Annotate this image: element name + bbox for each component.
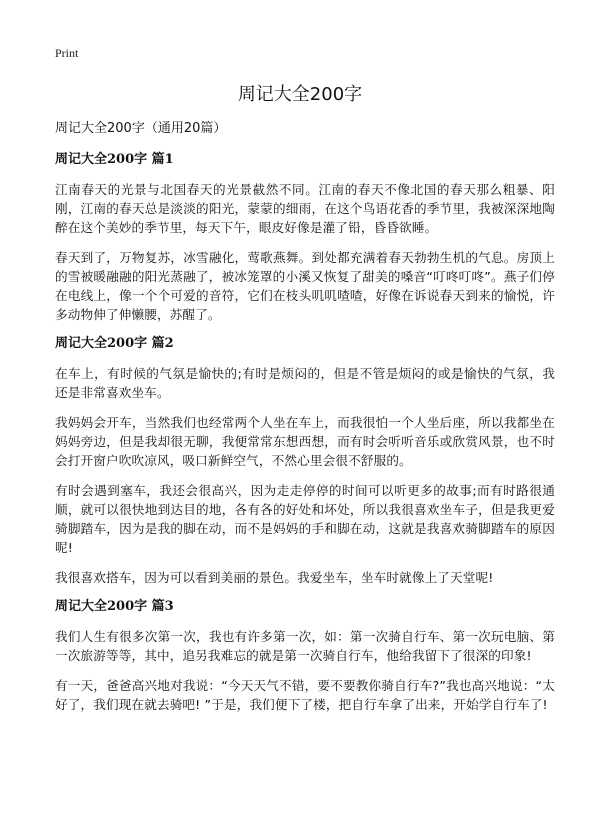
section-heading: 周记大全200字 篇1 [55, 152, 174, 167]
paragraph: 有一天，爸爸高兴地对我说：“今天天气不错，要不要教你骑自行车?”我也高兴地说：“太好了，我们现在就去骑吧! ”于是，我们便下了楼，把自行车拿了出来，开始学自行车了! [55, 678, 555, 712]
section-heading: 周记大全200字 篇3 [55, 599, 174, 614]
paragraph: 我很喜欢搭车，因为可以看到美丽的景色。我爱坐车，坐车时就像上了天堂呢! [55, 570, 494, 585]
print-link[interactable]: Print [55, 46, 79, 60]
paragraph: 有时会遇到塞车，我还会很高兴，因为走走停停的时间可以听更多的故事;而有时路很通顺，就可以很快地到达目的地，各有各的好处和坏处，所以我很喜欢坐车子，但是我更爱骑脚踏车，因为是我的脚在动，而不是妈妈的手和脚在动，这就是我喜欢骑脚踏车的原因呢! [55, 483, 555, 555]
paragraph: 我们人生有很多次第一次，我也有许多第一次，如：第一次骑自行车、第一次玩电脑、第一次旅游等等，其中，追另我难忘的就是第一次骑自行车，他给我留下了很深的印象! [55, 629, 555, 663]
document-body [55, 121, 555, 725]
page-title: 周记大全200字 [237, 84, 363, 105]
section-heading: 周记大全200字 篇2 [55, 336, 174, 351]
paragraph: 春天到了，万物复苏，冰雪融化，莺歌燕舞。到处都充满着春天勃勃生机的气息。房顶上的雪被暖融融的阳光蒸融了，被冰笼罩的小溪又恢复了甜美的嗓音“叮咚叮咚”。燕子们停在电线上，像一个个可爱的音符，它们在枝头叽叽喳喳，好像在诉说春天到来的愉悦，许多动物伸了伸懒腰，苏醒了。 [55, 250, 555, 322]
paragraph: 我妈妈会开车，当然我们也经常两个人坐在车上，而我很怕一个人坐后座，所以我都坐在妈妈旁边，但是我却很无聊，我便常常东想西想，而有时会听听音乐或欣赏风景，也不时会打开窗户吹吹凉风，吸口新鲜空气，不然心里会很不舒服的。 [55, 415, 555, 468]
document-subtitle: 周记大全200字（通用20篇） [55, 121, 227, 136]
paragraph: 在车上，有时候的气氛是愉快的;有时是烦闷的，但是不管是烦闷的或是愉快的气氛，我还是非常喜欢坐车。 [55, 366, 555, 400]
paragraph: 江南春天的光景与北国春天的光景截然不同。江南的春天不像北国的春天那么粗暴、阳刚，江南的春天总是淡淡的阳光，蒙蒙的细雨，在这个鸟语花香的季节里，我被深深地陶醉在这个美妙的季节里，每天下午，眼皮好像是灌了铅，昏昏欲睡。 [55, 182, 555, 235]
